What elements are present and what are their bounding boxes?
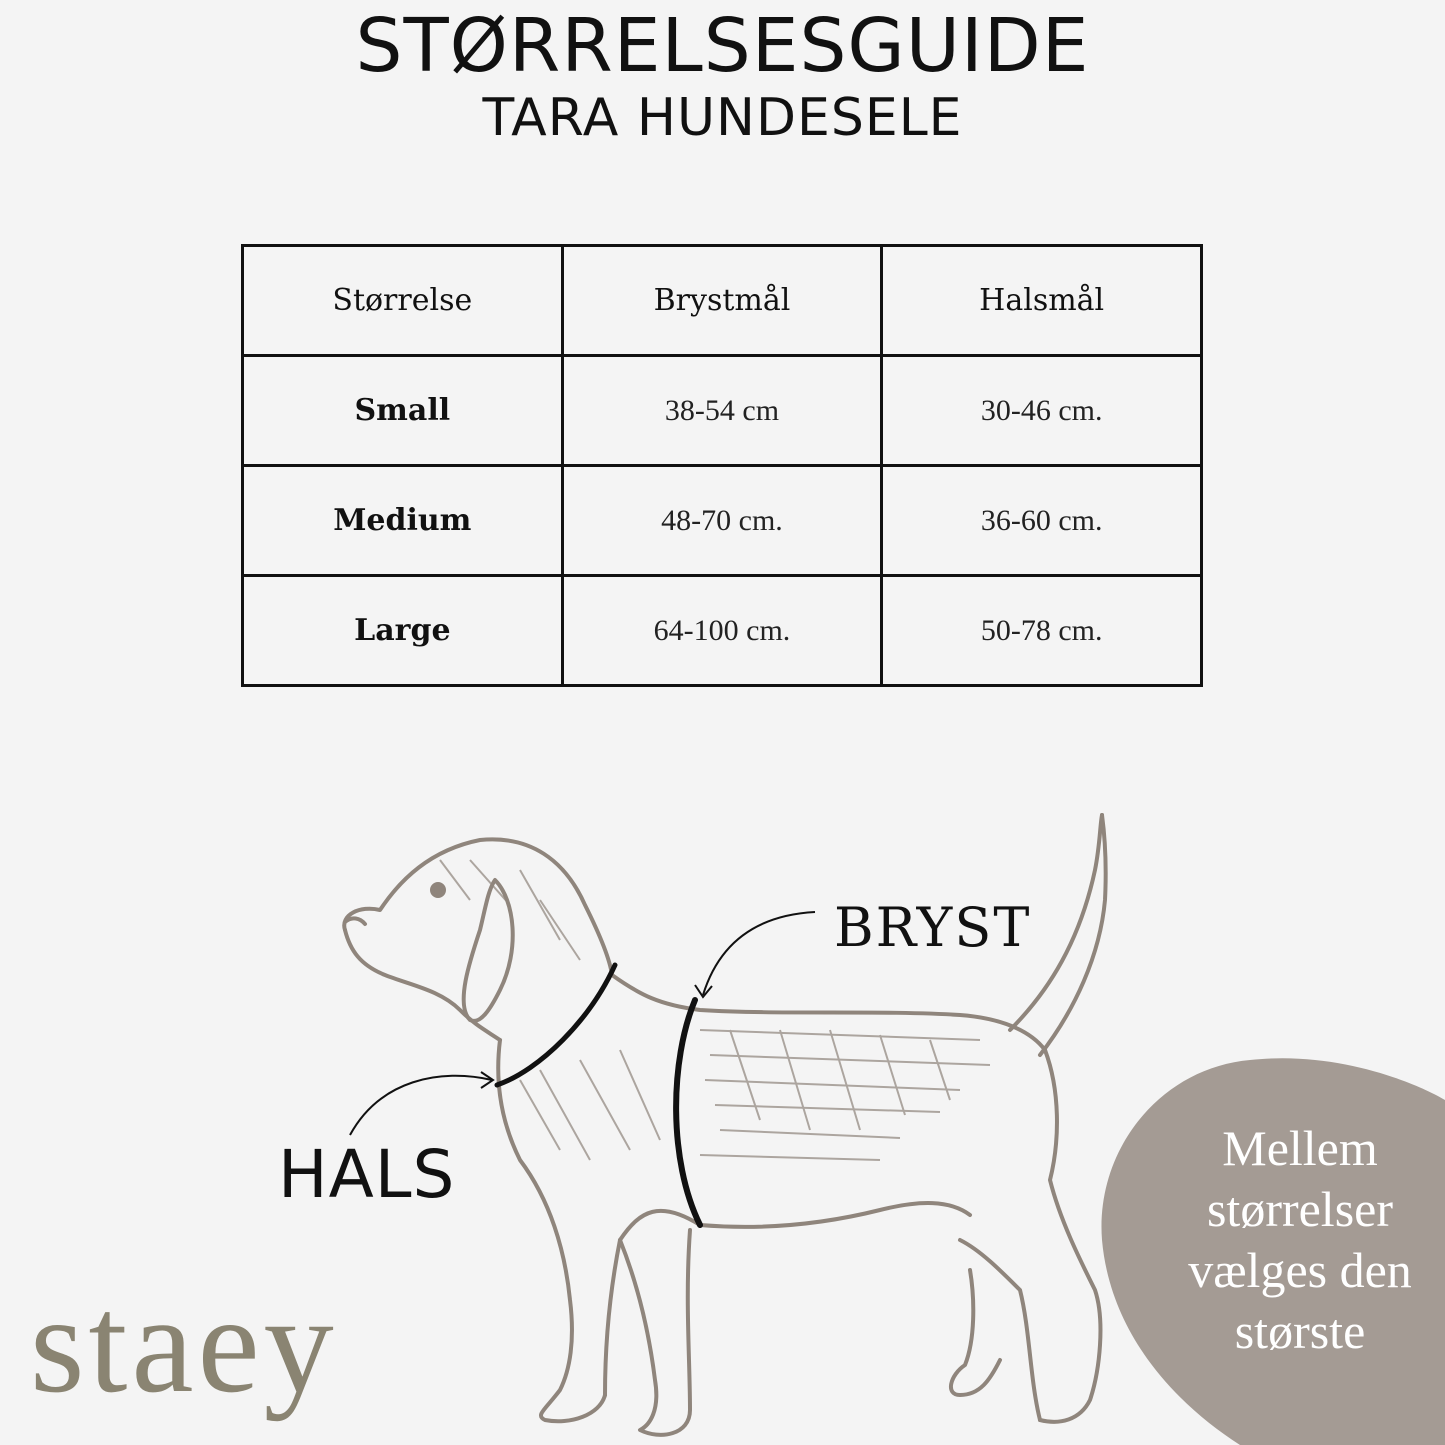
row-chest: 64-100 cm. — [562, 576, 882, 686]
arrow-neck — [350, 1076, 492, 1135]
row-size: Medium — [243, 466, 563, 576]
chest-band — [676, 1000, 700, 1225]
row-chest: 48-70 cm. — [562, 466, 882, 576]
table-row — [243, 466, 1202, 576]
note-line: Mellem — [1222, 1120, 1378, 1176]
row-size: Large — [243, 576, 563, 686]
arrow-chest — [703, 912, 815, 995]
size-note — [1150, 1118, 1445, 1362]
neck-label: HALS — [278, 1136, 456, 1213]
row-chest: 38-54 cm — [562, 356, 882, 466]
row-neck: 50-78 cm. — [882, 576, 1202, 686]
table-header-row — [243, 246, 1202, 356]
note-line: størrelser — [1206, 1181, 1394, 1237]
brand-logo: staey — [30, 1267, 338, 1422]
header-size: Størrelse — [243, 246, 563, 356]
arrow-neck-head — [481, 1072, 493, 1088]
page-subtitle: TARA HUNDESELE — [482, 88, 963, 148]
note-line: største — [1234, 1303, 1366, 1359]
size-table — [241, 244, 1203, 687]
row-neck: 36-60 cm. — [882, 466, 1202, 576]
row-neck: 30-46 cm. — [882, 356, 1202, 466]
table-row — [243, 576, 1202, 686]
row-size: Small — [243, 356, 563, 466]
page-title: STØRRELSESGUIDE — [355, 3, 1090, 89]
neck-band — [497, 965, 615, 1085]
chest-label: BRYST — [834, 896, 1032, 959]
header-neck: Halsmål — [882, 246, 1202, 356]
note-line: vælges den — [1188, 1242, 1412, 1298]
table-row — [243, 356, 1202, 466]
header-chest: Brystmål — [562, 246, 882, 356]
